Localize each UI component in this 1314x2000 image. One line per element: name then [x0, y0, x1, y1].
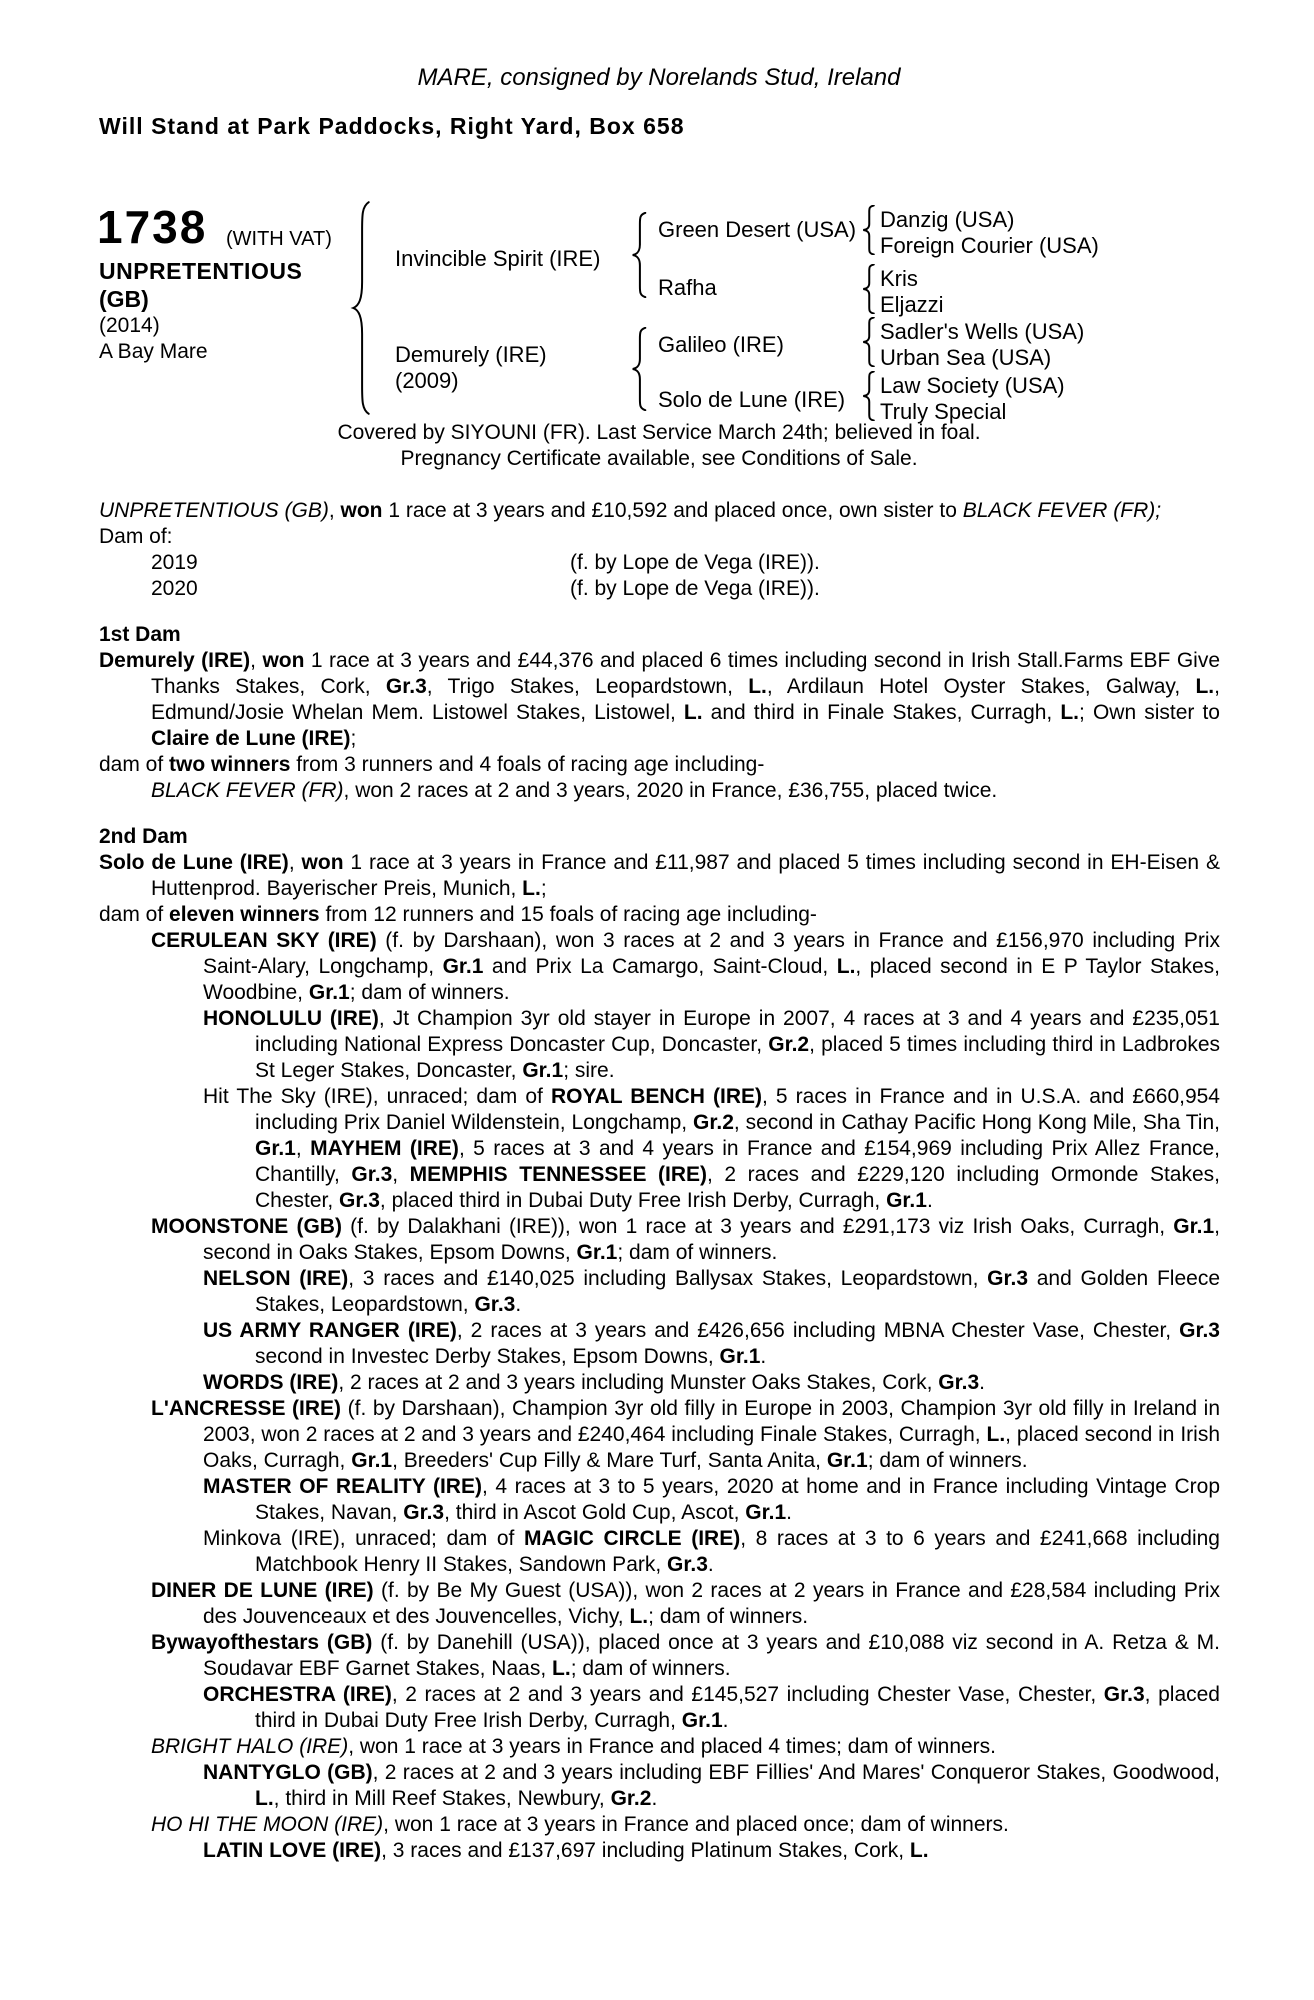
progeny-entry-moonstone: MOONSTONE (GB) (f. by Dalakhani (IRE)), won 1 race at 3 years and £291,173 viz Irish Oaks, Curragh, Gr.1, second in Oaks Stakes, Epsom Downs, Gr.1; dam of winners. [151, 1215, 1220, 1264]
pedigree-sire-dam-dam: Eljazzi [880, 292, 944, 317]
pedigree-dam-sire: Galileo (IRE) [658, 332, 784, 357]
pedigree-brace-sire-sire-parents [861, 205, 876, 255]
produce-detail: (f. by Lope de Vega (IRE)). [570, 577, 820, 600]
lot-number: 1738 [97, 201, 208, 253]
covering-statement: Covered by SIYOUNI (FR). Last Service March 24th; believed in foal. [337, 421, 981, 444]
pedigree-sire-dam-sire: Kris [880, 266, 918, 291]
produce-label: Dam of: [99, 525, 173, 548]
progeny-entry-bywayofthestars: Bywayofthestars (GB) (f. by Danehill (USA)), placed once at 3 years and £10,088 viz second in A. Retza & M. Soudavar EBF Garnet Stakes, Naas, L.; dam of winners. [151, 1631, 1220, 1680]
produce-detail: (f. by Lope de Vega (IRE)). [570, 551, 820, 574]
produce-year: 2019 [151, 551, 198, 574]
progeny-entry-minkova: Minkova (IRE), unraced; dam of MAGIC CIRCLE (IRE), 8 races at 3 to 6 years and £241,668 including Matchbook Henry II Stakes, Sandown Park, Gr.3. [203, 1527, 1220, 1576]
consignment-title: MARE, consigned by Norelands Stud, Ireland [417, 64, 901, 91]
pedigree-sire-sire-dam: Foreign Courier (USA) [880, 233, 1099, 258]
pedigree-brace-sire-dam-parents [861, 264, 876, 314]
produce-year: 2020 [151, 577, 198, 600]
first-dam-demurely-paragraph: Demurely (IRE), won 1 race at 3 years and £44,376 and placed 6 times including second in Irish Stall.Farms EBF Give Thanks Stakes, Cork, Gr.3, Trigo Stakes, Leopardstown, L., Ardilaun Hotel Oyster Stakes, Galway, L., Edmund/Josie Whelan Mem. Listowel Stakes, Listowel, L. and third in Finale Stakes, Curragh, L.; Own sister to Claire de Lune (IRE); [99, 649, 1221, 750]
produce-row-2019 [99, 550, 1220, 576]
progeny-entry-latin-love: LATIN LOVE (IRE), 3 races and £137,697 including Platinum Stakes, Cork, L. [203, 1839, 929, 1862]
pedigree-dam-sire-sire: Sadler's Wells (USA) [880, 319, 1085, 344]
pregnancy-certificate-note: Pregnancy Certificate available, see Conditions of Sale. [400, 447, 918, 470]
progeny-entry-hit-the-sky: Hit The Sky (IRE), unraced; dam of ROYAL BENCH (IRE), 5 races in France and in U.S.A. and £660,954 including Prix Daniel Wildenstein, Longchamp, Gr.2, second in Cathay Pacific Hong Kong Mile, Sha Tin, Gr.1, MAYHEM (IRE), 5 races at 3 and 4 years in France and £154,969 including Prix Allez France, Chantilly, Gr.3, MEMPHIS TENNESSEE (IRE), 2 races and £229,120 including Ormonde Stakes, Chester, Gr.3, placed third in Dubai Duty Free Irish Derby, Curragh, Gr.1. [203, 1085, 1221, 1212]
pedigree-sire-dam: Rafha [658, 275, 717, 300]
pedigree-dam: Demurely (IRE) [395, 342, 547, 367]
progeny-entry-words: WORDS (IRE), 2 races at 2 and 3 years including Munster Oaks Stakes, Cork, Gr.3. [203, 1371, 985, 1394]
pedigree-tree [0, 0, 1314, 430]
stand-location-line: Will Stand at Park Paddocks, Right Yard, Box 658 [99, 113, 685, 139]
progeny-entry-black-fever: BLACK FEVER (FR), won 2 races at 2 and 3 years, 2020 in France, £36,755, placed twice. [151, 779, 998, 802]
catalogue-text [99, 498, 1220, 1864]
foaled-year: (2014) [99, 314, 160, 337]
horse-name: UNPRETENTIOUS [99, 258, 303, 284]
progeny-entry-us-army-ranger: US ARMY RANGER (IRE), 2 races at 3 years and £426,656 including MBNA Chester Vase, Chester, Gr.3 second in Investec Derby Stakes, Epsom Downs, Gr.1. [203, 1319, 1220, 1368]
progeny-entry-bright-halo: BRIGHT HALO (IRE), won 1 race at 3 years in France and placed 4 times; dam of winners. [151, 1735, 997, 1758]
pedigree-dam-dam-dam: Truly Special [880, 399, 1007, 424]
produce-row-2020 [99, 576, 1220, 602]
pedigree-sire: Invincible Spirit (IRE) [395, 246, 601, 271]
pedigree-sire-sire: Green Desert (USA) [658, 217, 857, 242]
progeny-entry-orchestra: ORCHESTRA (IRE), 2 races at 2 and 3 years and £145,527 including Chester Vase, Chester, Gr.3, placed third in Dubai Duty Free Irish Derby, Curragh, Gr.1. [203, 1683, 1220, 1732]
pedigree-sire-sire-sire: Danzig (USA) [880, 207, 1015, 232]
progeny-entry-diner-de-lune: DINER DE LUNE (IRE) (f. by Be My Guest (USA)), won 2 races at 2 years in France and £28,584 including Prix des Jouvenceaux et des Jouvencelles, Vichy, L.; dam of winners. [151, 1579, 1220, 1628]
second-dam-solo-de-lune-paragraph: Solo de Lune (IRE), won 1 race at 3 years in France and £11,987 and placed 5 times including second in EH-Eisen & Huttenprod. Bayerischer Preis, Munich, L.; [99, 851, 1220, 900]
lot-vat-note: (WITH VAT) [226, 228, 332, 250]
pedigree-dam-sire-dam: Urban Sea (USA) [880, 345, 1052, 370]
horse-country-suffix: (GB) [99, 286, 149, 312]
pedigree-brace-sire-parents [630, 212, 648, 298]
second-dam-produce-summary: dam of eleven winners from 12 runners and 15 foals of racing age including- [99, 903, 817, 926]
pedigree-dam-year: (2009) [395, 368, 459, 393]
progeny-entry-nelson: NELSON (IRE), 3 races and £140,025 including Ballysax Stakes, Leopardstown, Gr.3 and Golden Fleece Stakes, Leopardstown, Gr.3. [203, 1267, 1220, 1316]
first-dam-heading: 1st Dam [99, 623, 181, 646]
colour-and-sex: A Bay Mare [99, 340, 208, 363]
pedigree-brace-dam-sire-parents [861, 317, 876, 367]
progeny-entry-nantyglo: NANTYGLO (GB), 2 races at 2 and 3 years including EBF Fillies' And Mares' Conqueror Stakes, Goodwood, L., third in Mill Reef Stakes, Newbury, Gr.2. [203, 1761, 1220, 1810]
pedigree-brace-dam-parents [630, 327, 648, 411]
progeny-entry-cerulean-sky: CERULEAN SKY (IRE) (f. by Darshaan), won 3 races at 2 and 3 years in France and £156,970 including Prix Saint-Alary, Longchamp, Gr.1 and Prix La Camargo, Saint-Cloud, L., placed second in E P Taylor Stakes, Woodbine, Gr.1; dam of winners. [151, 929, 1220, 1004]
race-record-paragraph: UNPRETENTIOUS (GB), won 1 race at 3 years and £10,592 and placed once, own sister to BLACK FEVER (FR); [99, 499, 1162, 522]
progeny-entry-honolulu: HONOLULU (IRE), Jt Champion 3yr old stayer in Europe in 2007, 4 races at 3 and 4 years and £235,051 including National Express Doncaster Cup, Doncaster, Gr.2, placed 5 times including third in Ladbrokes St Leger Stakes, Doncaster, Gr.1; sire. [203, 1007, 1220, 1082]
progeny-entry-lancresse: L'ANCRESSE (IRE) (f. by Darshaan), Champion 3yr old filly in Europe in 2003, Champion 3yr old filly in Ireland in 2003, won 2 races at 2 and 3 years and £240,464 including Finale Stakes, Curragh, L., placed second in Irish Oaks, Curragh, Gr.1, Breeders' Cup Filly & Mare Turf, Santa Anita, Gr.1; dam of winners. [151, 1397, 1221, 1472]
second-dam-heading: 2nd Dam [99, 825, 188, 848]
pedigree-dam-dam-sire: Law Society (USA) [880, 373, 1065, 398]
progeny-entry-master-of-reality: MASTER OF REALITY (IRE), 4 races at 3 to 5 years, 2020 at home and in France including Vintage Crop Stakes, Navan, Gr.3, third in Ascot Gold Cup, Ascot, Gr.1. [203, 1475, 1221, 1524]
progeny-entry-ho-hi-the-moon: HO HI THE MOON (IRE), won 1 race at 3 years in France and placed once; dam of winners. [151, 1813, 1009, 1836]
pedigree-brace-dam-dam-parents [861, 371, 876, 421]
first-dam-produce-summary: dam of two winners from 3 runners and 4 foals of racing age including- [99, 753, 765, 776]
pedigree-brace-generation1 [350, 200, 372, 416]
pedigree-dam-dam: Solo de Lune (IRE) [658, 387, 846, 412]
